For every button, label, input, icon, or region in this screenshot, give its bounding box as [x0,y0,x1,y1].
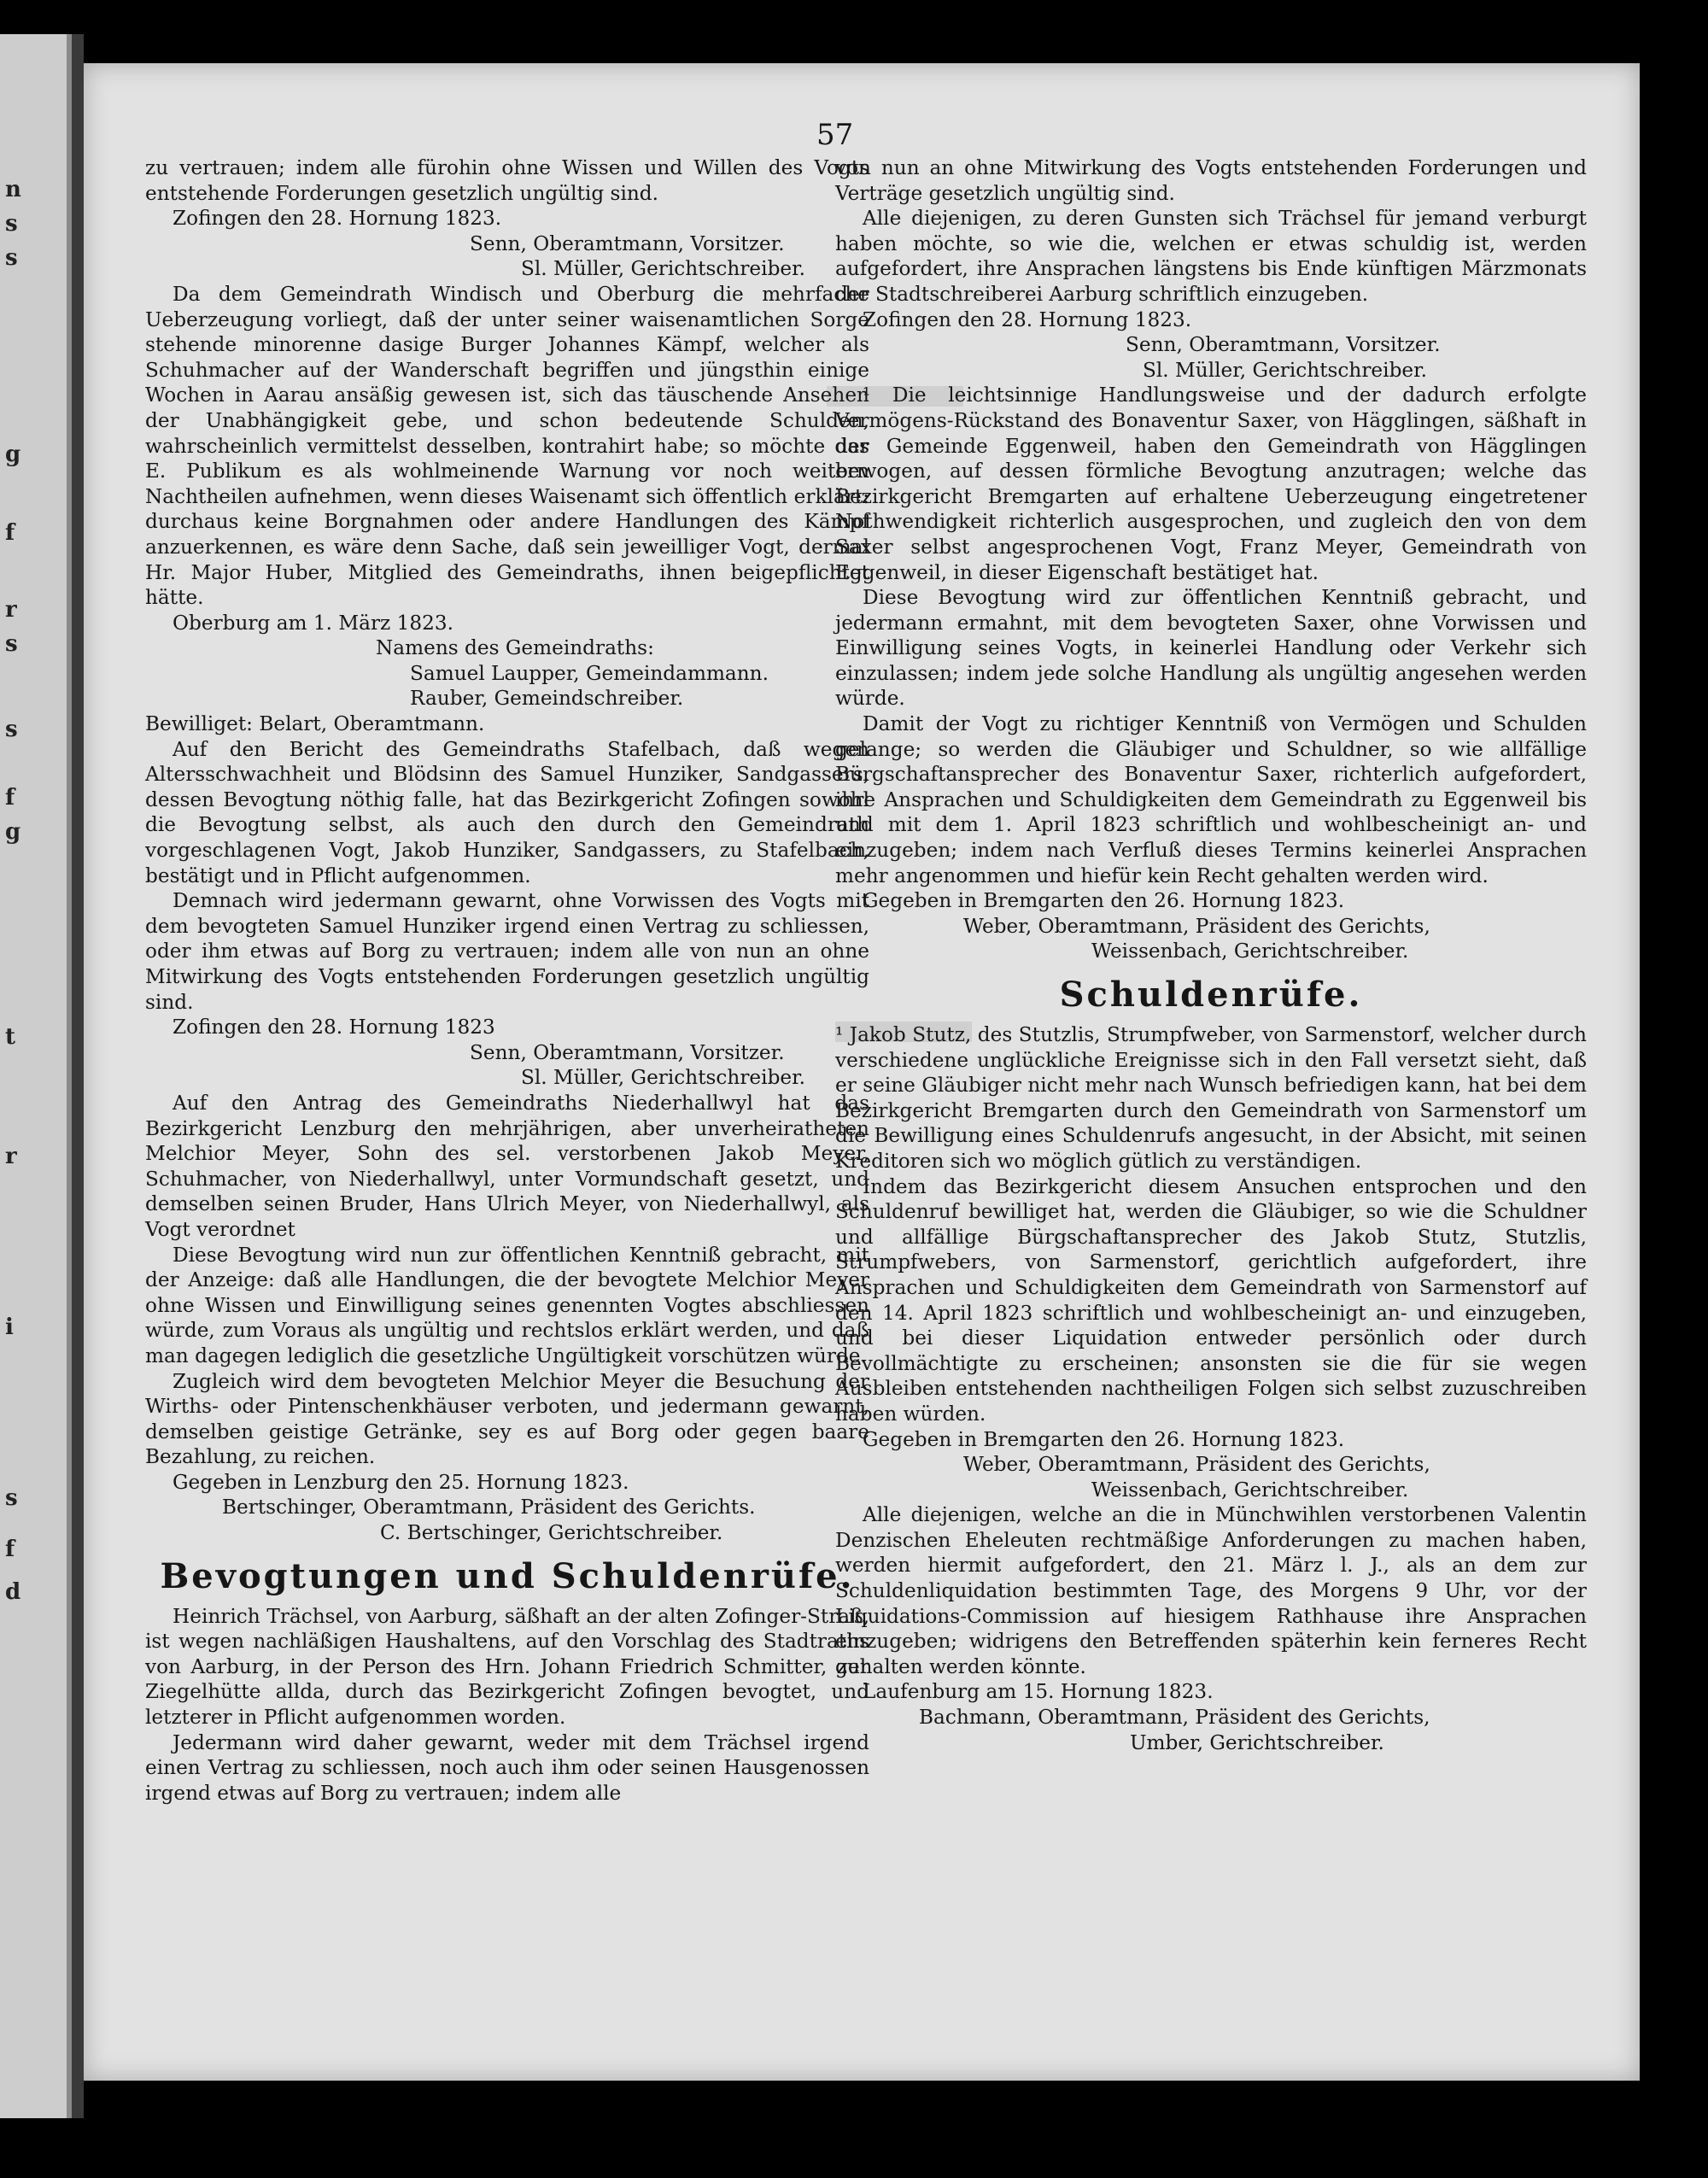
margin-fragment: g [5,442,21,467]
signature: Weissenbach, Gerichtschreiber. [1091,1478,1409,1502]
section-heading: Bevogtungen und Schuldenrüfe. [160,1555,855,1596]
margin-fragment: f [5,520,15,546]
date-line: Zofingen den 28. Hornung 1823 [173,1016,495,1039]
date-line: Gegeben in Bremgarten den 26. Hornung 1823. [863,889,1345,913]
margin-fragment: i [5,1314,14,1340]
signature: Senn, Oberamtmann, Vorsitzer. [470,1040,785,1064]
book-gutter [72,34,84,2118]
signature: Rauber, Gemeindschreiber. [410,687,684,711]
margin-fragment: r [5,1144,17,1169]
signature: Senn, Oberamtmann, Vorsitzer. [470,231,785,255]
paragraph: ¹ Die leichtsinnige Handlungsweise und der dadurch erfolgte Vermögens-Rückstand des Bonaventur Saxer, von Hägglingen, säßhaft in der Gemeinde Eggenweil, haben den Gemeindrath von Hägglingen bewogen, auf dessen förmliche Bevogtung anzutragen; welche das Bezirkgericht Bremgarten auf erhaltene Ueberzeugung eingetretener Nothwendigkeit richterlich ausgesprochen, und zugleich den von dem Saxer selbst angesprochenen Vogt, Franz Meyer, Gemeindrath von Eggenweil, in dieser Eigenschaft bestätiget hat. [835,383,1587,584]
signature: Weber, Oberamtmann, Präsident des Gerichts, [963,1453,1430,1477]
paragraph: Zugleich wird dem bevogteten Melchior Meyer die Besuchung der Wirths- oder Pintenschenkhäuser verboten, und jedermann gewarnt, demselben geistige Getränke, sey es auf Borg oder gegen baare Bezahlung, zu reichen. [145,1369,869,1469]
signature: Weissenbach, Gerichtschreiber. [1091,940,1409,963]
margin-fragment: r [5,597,17,623]
paragraph: Indem das Bezirkgericht diesem Ansuchen entsprochen und den Schuldenruf bewilliget hat, werden die Gläubiger, so wie die Schuldner und allfällige Bürgschaftansprecher des Jakob Stutz, Stutzlis, Strumpfwebers, von Sarmenstorf, gerichtlich aufgefordert, ihre Ansprachen und Schuldigkeiten dem Gemeindrath von Sarmenstorf auf den 14. April 1823 schriftlich und wohlbescheinigt an- und einzugeben, und bei dieser Liquidation entweder persönlich oder durch Bevollmächtigte zu erscheinen; ansonsten sie die für sie wegen Ausbleiben entstehenden nachtheiligen Folgen sich selbst zuzuschreiben haben würden. [835,1174,1587,1426]
paragraph: Da dem Gemeindrath Windisch und Oberburg die mehrfache Ueberzeugung vorliegt, daß der unter seiner waisenamtlichen Sorge stehende minorenne dasige Burger Johannes Kämpf, welcher als Schuhmacher auf der Wanderschaft begriffen und jüngsthin einige Wochen in Aarau ansäßig gewesen ist, sich das täuschende Ansehen der Unabhängigkeit gebe, und schon bedeutende Schulden, wahrscheinlich vermittelst desselben, kontrahirt habe; so möchte das E. Publikum es als wohlmeinende Warnung vor noch weitern Nachtheilen aufnehmen, wenn dieses Waisenamt sich öffentlich erklärt: durchaus keine Borgnahmen oder andere Handlungen des Kämpf anzuerkennen, es wäre denn Sache, daß sein jeweilliger Vogt, dermal Hr. Major Huber, Mitglied des Gemeindraths, ihnen beigepflichtet hätte. [145,282,869,610]
paragraph: Heinrich Trächsel, von Aarburg, säßhaft an der alten Zofinger-Straß, ist wegen nachläßigen Haushaltens, auf den Vorschlag des Stadtraths von Aarburg, in der Person des Hrn. Johann Friedrich Schmitter, zur Ziegelhütte allda, durch das Bezirkgericht Zofingen bevogtet, und letzterer in Pflicht aufgenommen worden. [145,1604,869,1730]
margin-fragment: s [5,717,18,742]
paragraph: zu vertrauen; indem alle fürohin ohne Wissen und Willen des Vogts entstehende Forderungen gesetzlich ungültig sind. [145,156,869,205]
paragraph: Demnach wird jedermann gewarnt, ohne Vorwissen des Vogts mit dem bevogteten Samuel Hunziker irgend einen Vertrag zu schliessen, oder ihm etwas auf Borg zu vertrauen; indem alle von nun an ohne Mitwirkung des Vogts entstehenden Forderungen gesetzlich ungültig sind. [145,889,869,1014]
date-line: Zofingen den 28. Hornung 1823. [863,307,1192,331]
paragraph: von nun an ohne Mitwirkung des Vogts entstehenden Forderungen und Verträge gesetzlich ungültig sind. [835,156,1587,205]
paragraph: Jedermann wird daher gewarnt, weder mit dem Trächsel irgend einen Vertrag zu schliessen, noch auch ihm oder seinen Hausgenossen irgend etwas auf Borg zu vertrauen; indem alle [145,1730,869,1805]
signature: C. Bertschinger, Gerichtschreiber. [380,1521,723,1545]
signature: Sl. Müller, Gerichtschreiber. [521,1066,806,1090]
date-line: Oberburg am 1. März 1823. [173,611,454,635]
margin-fragment: f [5,1537,15,1562]
section-heading: Schuldenrüfe. [1059,975,1363,1015]
margin-fragment: f [5,785,15,811]
date-line: Gegeben in Bremgarten den 26. Hornung 1823. [863,1427,1345,1451]
date-line: Gegeben in Lenzburg den 25. Hornung 1823. [173,1470,629,1494]
paragraph: Diese Bevogtung wird nun zur öffentlichen Kenntniß gebracht, mit der Anzeige: daß alle Handlungen, die der bevogtete Melchior Meyer ohne Wissen und Einwilligung seines genennten Vogtes abschliessen würde, zum Voraus als ungültig und rechtslos erklärt werden, und daß man dagegen lediglich die gesetzliche Ungültigkeit vorschützen würde. [145,1243,869,1367]
page-number: 57 [816,118,854,152]
signature: Umber, Gerichtschreiber. [1130,1730,1384,1754]
signature: Bachmann, Oberamtmann, Präsident des Gerichts, [919,1706,1430,1730]
paragraph: Alle diejenigen, zu deren Gunsten sich Trächsel für jemand verburgt haben möchte, so wie die, welchen er etwas schuldig ist, werden aufgefordert, ihre Ansprachen längstens bis Ende künftigen Märzmonats der Stadtschreiberei Aarburg schriftlich einzugeben. [835,207,1587,306]
paragraph: Damit der Vogt zu richtiger Kenntniß von Vermögen und Schulden gelange; so werden die Gläubiger und Schuldner, so wie allfällige Bürgschaftansprecher des Bonaventur Saxer, richterlich aufgefordert, ihre Ansprachen und Schuldigkeiten dem Gemeindrath zu Eggenweil bis und mit dem 1. April 1823 schriftlich und wohlbescheinigt an- und einzugeben; indem nach Verfluß dieses Termins keinerlei Ansprachen mehr angenommen und hiefür kein Recht gehalten werden wird. [835,712,1587,887]
paragraph: ¹ Jakob Stutz, des Stutzlis, Strumpfweber, von Sarmenstorf, welcher durch verschiedene unglückliche Ereignisse sich in den Fall versetzt sieht, daß er seine Gläubiger nicht mehr nach Wunsch befriedigen kann, hat bei dem Bezirkgericht Bremgarten durch den Gemeindrath von Sarmenstorf um die Bewilligung eines Schuldenrufs angesucht, in der Absicht, mit seinen Kreditoren sich wo möglich gütlich zu verständigen. [835,1023,1587,1173]
margin-fragment: g [5,819,21,845]
page [84,63,1640,2081]
margin-fragment: s [5,211,18,237]
margin-fragment: s [5,1485,18,1511]
approval-line: Bewilliget: Belart, Oberamtmann. [145,712,485,736]
paragraph: Auf den Bericht des Gemeindraths Stafelbach, daß wegen Altersschwachheit und Blödsinn des Samuel Hunziker, Sandgassers, dessen Bevogtung nöthig falle, hat das Bezirkgericht Zofingen sowohl die Bevogtung selbst, als auch den durch den Gemeindrath vorgeschlagenen Vogt, Jakob Hunziker, Sandgassers, zu Stafelbach, bestätigt und in Pflicht aufgenommen. [145,737,869,887]
paragraph: Auf den Antrag des Gemeindraths Niederhallwyl hat das Bezirkgericht Lenzburg den mehrjährigen, aber unverheiratheten Melchior Meyer, Sohn des sel. verstorbenen Jakob Meyer, Schuhmacher, von Niederhallwyl, unter Vormundschaft gesetzt, und demselben seinen Bruder, Hans Ulrich Meyer, von Niederhallwyl, als Vogt verordnet [145,1091,869,1241]
signature: Namens des Gemeindraths: [376,636,654,660]
margin-fragment: d [5,1579,21,1605]
left-column [145,155,869,1806]
signature: Senn, Oberamtmann, Vorsitzer. [1126,333,1441,357]
paragraph: Alle diejenigen, welche an die in Münchwihlen verstorbenen Valentin Denzischen Eheleuten rechtmäßige Anforderungen zu machen haben, werden hiermit aufgefordert, den 21. März l. J., als an dem zur Schuldenliquidation bestimmten Tage, des Morgens 9 Uhr, vor der Liquidations-Commission auf hiesigem Rathhause ihre Ansprachen einzugeben; widrigens den Betreffenden späterhin kein ferneres Recht gehalten werden könnte. [835,1503,1587,1678]
margin-fragment: t [5,1024,16,1050]
date-line: Laufenburg am 15. Hornung 1823. [863,1680,1214,1704]
signature: Weber, Oberamtmann, Präsident des Gerichts, [963,914,1430,938]
margin-fragment: s [5,631,18,657]
signature: Samuel Laupper, Gemeindammann. [410,661,769,685]
paragraph: Diese Bevogtung wird zur öffentlichen Kenntniß gebracht, und jedermann ermahnt, mit dem bevogteten Saxer, ohne Vorwissen und Einwilligung seines Vogts, in keinerlei Handlung oder Verkehr sich einzulassen; indem jede solche Handlung als ungültig angesehen werden würde. [835,586,1587,711]
margin-fragment: n [5,177,21,202]
margin-fragment: s [5,245,18,271]
signature: Sl. Müller, Gerichtschreiber. [521,257,806,281]
signature: Bertschinger, Oberamtmann, Präsident des Gerichts. [222,1496,756,1519]
date-line: Zofingen den 28. Hornung 1823. [173,207,502,231]
right-column [835,155,1587,1755]
previous-page-edge [0,34,72,2118]
signature: Sl. Müller, Gerichtschreiber. [1143,358,1428,382]
